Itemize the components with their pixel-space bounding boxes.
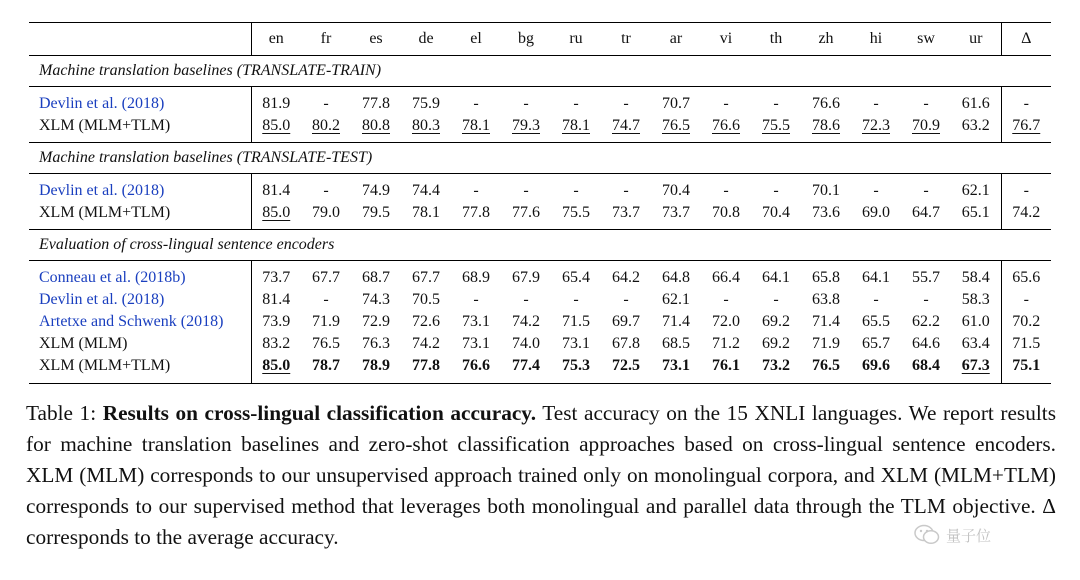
- row-label: [29, 115, 251, 143]
- lang-header-ar: ar: [651, 23, 701, 56]
- score-cell-vi: 76.6: [701, 115, 751, 143]
- caption-label: Table 1:: [26, 401, 97, 425]
- score-cell-bg: 79.3: [501, 115, 551, 143]
- score-cell-sw: -: [923, 95, 929, 112]
- score-cell-th: 69.2: [762, 313, 790, 330]
- score-cell-ru: 78.1: [551, 115, 601, 143]
- score-cell-de: 72.6: [412, 313, 440, 330]
- score-cell-ur: 58.4: [961, 269, 990, 286]
- score-cell-ru: -: [573, 291, 579, 308]
- lang-header-th: th: [751, 23, 801, 56]
- score-cell-th: 75.5: [751, 115, 801, 143]
- average-cell: -: [1001, 289, 1051, 311]
- row-label: [29, 87, 251, 116]
- score-cell-vi: 70.8: [701, 202, 751, 230]
- score-cell-sw: 68.4: [901, 355, 951, 384]
- score-cell-th: -: [773, 291, 779, 308]
- section-header-row: [29, 230, 1051, 261]
- model-name: XLM (MLM+TLM): [39, 117, 171, 134]
- score-cell-es: 74.3: [362, 291, 390, 308]
- average-cell: 76.7: [1001, 115, 1051, 143]
- score-cell-hi: 65.7: [862, 335, 890, 352]
- lang-header-es: es: [351, 23, 401, 56]
- results-table-container: [29, 22, 1051, 384]
- score-cell-de: 75.9: [412, 95, 440, 112]
- average-cell: 70.2: [1001, 311, 1051, 333]
- score-cell-vi: 66.4: [712, 269, 740, 286]
- table-row: [29, 355, 1051, 384]
- score-cell-th: 70.4: [751, 202, 801, 230]
- citation-paren-close: ): [180, 269, 186, 286]
- row-label: [29, 333, 251, 355]
- score-cell-ur: 61.6: [961, 95, 990, 112]
- table-row: [29, 333, 1051, 355]
- score-cell-de: 70.5: [412, 291, 440, 308]
- watermark: [914, 518, 1054, 552]
- section-title: Evaluation of cross-lingual sentence encoders: [29, 230, 1051, 261]
- score-cell-zh: 71.9: [812, 335, 840, 352]
- citation-paren-close: ): [158, 182, 165, 199]
- score-cell-de: 78.1: [401, 202, 451, 230]
- average-cell: 75.1: [1001, 355, 1051, 384]
- score-cell-el: 68.9: [462, 269, 490, 286]
- score-cell-es: 79.5: [351, 202, 401, 230]
- score-cell-sw: 70.9: [901, 115, 951, 143]
- score-cell-vi: 76.1: [701, 355, 751, 384]
- score-cell-ar: 73.7: [651, 202, 701, 230]
- score-cell-de: 67.7: [412, 269, 440, 286]
- score-cell-ar: 73.1: [651, 355, 701, 384]
- citation-year[interactable]: 2018: [126, 95, 159, 112]
- lang-header-ur: ur: [951, 23, 1001, 56]
- lang-header-vi: vi: [701, 23, 751, 56]
- lang-header-sw: sw: [901, 23, 951, 56]
- score-cell-hi: 65.5: [862, 313, 890, 330]
- score-cell-ar: 68.5: [662, 335, 690, 352]
- score-cell-ar: 64.8: [662, 269, 690, 286]
- score-cell-de: 80.3: [401, 115, 451, 143]
- score-cell-fr: 76.5: [312, 335, 340, 352]
- score-cell-bg: 74.2: [512, 313, 540, 330]
- score-cell-ru: -: [573, 95, 579, 112]
- score-cell-fr: 79.0: [301, 202, 351, 230]
- citation-author[interactable]: Artetxe and Schwenk: [39, 313, 177, 330]
- score-cell-zh: 76.5: [801, 355, 851, 384]
- score-cell-ru: -: [573, 182, 579, 199]
- score-cell-ur: 65.1: [951, 202, 1001, 230]
- score-cell-tr: -: [623, 95, 629, 112]
- score-cell-tr: 67.8: [612, 335, 640, 352]
- average-cell: -: [1001, 87, 1051, 116]
- score-cell-fr: 71.9: [312, 313, 340, 330]
- table-row: [29, 261, 1051, 290]
- score-cell-el: -: [473, 291, 479, 308]
- score-cell-tr: 72.5: [601, 355, 651, 384]
- score-cell-el: 73.1: [462, 313, 490, 330]
- table-row: [29, 202, 1051, 230]
- score-cell-zh: 65.8: [812, 269, 840, 286]
- score-cell-bg: -: [523, 95, 529, 112]
- score-cell-sw: 55.7: [912, 269, 940, 286]
- score-cell-tr: -: [623, 182, 629, 199]
- score-cell-en: 73.9: [262, 313, 291, 330]
- score-cell-ar: 71.4: [662, 313, 690, 330]
- score-cell-tr: 64.2: [612, 269, 640, 286]
- score-cell-el: 76.6: [451, 355, 501, 384]
- header-corner: [29, 23, 251, 56]
- score-cell-sw: -: [923, 291, 929, 308]
- table-row: [29, 174, 1051, 203]
- score-cell-bg: 67.9: [512, 269, 540, 286]
- score-cell-ar: 62.1: [662, 291, 690, 308]
- score-cell-sw: 64.6: [912, 335, 940, 352]
- lang-header-hi: hi: [851, 23, 901, 56]
- score-cell-hi: 64.1: [862, 269, 890, 286]
- score-cell-tr: -: [623, 291, 629, 308]
- score-cell-ur: 58.3: [961, 291, 990, 308]
- results-table: [29, 22, 1051, 384]
- score-cell-bg: 74.0: [512, 335, 540, 352]
- citation-author[interactable]: Devlin et al.: [39, 182, 118, 199]
- score-cell-sw: -: [923, 182, 929, 199]
- lang-header-de: de: [401, 23, 451, 56]
- score-cell-zh: 71.4: [812, 313, 840, 330]
- wechat-icon: [914, 524, 940, 546]
- score-cell-fr: -: [323, 182, 329, 199]
- citation-paren-close: ): [158, 95, 165, 112]
- score-cell-de: 77.8: [401, 355, 451, 384]
- score-cell-bg: 77.6: [501, 202, 551, 230]
- score-cell-th: -: [773, 95, 779, 112]
- section-title: Machine translation baselines (TRANSLATE-TRAIN): [29, 56, 1051, 87]
- lang-header-zh: zh: [801, 23, 851, 56]
- score-cell-en: 81.4: [262, 291, 291, 308]
- score-cell-ar: 70.7: [662, 95, 690, 112]
- score-cell-fr: -: [323, 95, 329, 112]
- model-name: XLM (MLM): [39, 335, 128, 352]
- citation-paren-open: (: [117, 95, 127, 112]
- table-row: [29, 311, 1051, 333]
- lang-header-el: el: [451, 23, 501, 56]
- score-cell-en: 81.4: [262, 182, 291, 199]
- score-cell-es: 72.9: [362, 313, 390, 330]
- score-cell-hi: 69.0: [851, 202, 901, 230]
- lang-header-fr: fr: [301, 23, 351, 56]
- score-cell-hi: -: [873, 182, 879, 199]
- score-cell-de: 74.2: [412, 335, 440, 352]
- citation-year[interactable]: 2018: [126, 182, 159, 199]
- score-cell-es: 74.9: [362, 182, 390, 199]
- score-cell-zh: 70.1: [812, 182, 840, 199]
- score-cell-de: 74.4: [412, 182, 440, 199]
- table-row: [29, 87, 1051, 116]
- score-cell-th: -: [773, 182, 779, 199]
- score-cell-el: -: [473, 182, 479, 199]
- score-cell-ur: 63.4: [961, 335, 990, 352]
- score-cell-ru: 65.4: [562, 269, 590, 286]
- lang-header-ru: ru: [551, 23, 601, 56]
- citation-paren-close: ): [158, 291, 165, 308]
- score-cell-hi: 69.6: [851, 355, 901, 384]
- table-caption: [26, 398, 1056, 553]
- score-cell-tr: 74.7: [601, 115, 651, 143]
- score-cell-ru: 75.3: [551, 355, 601, 384]
- delta-header: Δ: [1001, 23, 1051, 56]
- score-cell-vi: 72.0: [712, 313, 740, 330]
- score-cell-zh: 73.6: [801, 202, 851, 230]
- score-cell-bg: -: [523, 291, 529, 308]
- score-cell-bg: 77.4: [501, 355, 551, 384]
- score-cell-es: 77.8: [362, 95, 390, 112]
- citation-year[interactable]: 2018b: [140, 269, 181, 286]
- score-cell-zh: 76.6: [812, 95, 840, 112]
- score-cell-vi: -: [723, 291, 729, 308]
- average-cell: 65.6: [1001, 261, 1051, 290]
- citation-author[interactable]: Conneau et al.: [39, 269, 131, 286]
- average-cell: -: [1001, 174, 1051, 203]
- section-header-row: [29, 56, 1051, 87]
- citation-year[interactable]: 2018: [126, 291, 159, 308]
- score-cell-vi: -: [723, 95, 729, 112]
- score-cell-en: 73.7: [262, 269, 291, 286]
- table-row: [29, 115, 1051, 143]
- row-label: [29, 174, 251, 203]
- score-cell-ru: 71.5: [562, 313, 590, 330]
- score-cell-vi: 71.2: [712, 335, 740, 352]
- score-cell-es: 76.3: [362, 335, 390, 352]
- score-cell-ur: 62.1: [961, 182, 990, 199]
- citation-paren-open: (: [117, 182, 127, 199]
- score-cell-sw: 62.2: [912, 313, 940, 330]
- score-cell-fr: 78.7: [301, 355, 351, 384]
- score-cell-ru: 75.5: [551, 202, 601, 230]
- score-cell-hi: 72.3: [851, 115, 901, 143]
- score-cell-th: 69.2: [762, 335, 790, 352]
- row-label: [29, 311, 251, 333]
- score-cell-th: 64.1: [762, 269, 790, 286]
- citation-author[interactable]: Devlin et al.: [39, 95, 118, 112]
- lang-header-tr: tr: [601, 23, 651, 56]
- score-cell-es: 68.7: [362, 269, 390, 286]
- citation-paren-open: (: [130, 269, 141, 286]
- row-label: [29, 261, 251, 290]
- header-row: [29, 23, 1051, 56]
- score-cell-zh: 63.8: [812, 291, 840, 308]
- score-cell-zh: 78.6: [801, 115, 851, 143]
- citation-paren-open: (: [117, 291, 127, 308]
- score-cell-ar: 76.5: [651, 115, 701, 143]
- score-cell-el: 78.1: [451, 115, 501, 143]
- row-label: [29, 202, 251, 230]
- score-cell-el: -: [473, 95, 479, 112]
- model-name: XLM (MLM+TLM): [39, 204, 171, 221]
- score-cell-vi: -: [723, 182, 729, 199]
- score-cell-th: 73.2: [751, 355, 801, 384]
- score-cell-hi: -: [873, 291, 879, 308]
- score-cell-tr: 69.7: [612, 313, 640, 330]
- caption-title: Results on cross-lingual classification accuracy.: [102, 401, 537, 425]
- score-cell-tr: 73.7: [601, 202, 651, 230]
- score-cell-el: 77.8: [451, 202, 501, 230]
- section-header-row: [29, 143, 1051, 174]
- section-title: Machine translation baselines (TRANSLATE-TEST): [29, 143, 1051, 174]
- score-cell-en: 81.9: [262, 95, 291, 112]
- citation-paren-close: ): [218, 313, 224, 330]
- lang-header-en: en: [251, 23, 301, 56]
- lang-header-bg: bg: [501, 23, 551, 56]
- model-name: XLM (MLM+TLM): [39, 357, 171, 374]
- watermark-text: 量子位: [946, 528, 992, 545]
- score-cell-en: 85.0: [251, 115, 301, 143]
- score-cell-en: 85.0: [251, 355, 301, 384]
- score-cell-en: 83.2: [262, 335, 291, 352]
- score-cell-fr: -: [323, 291, 329, 308]
- citation-paren-open: (: [176, 313, 187, 330]
- average-cell: 74.2: [1001, 202, 1051, 230]
- score-cell-ur: 63.2: [951, 115, 1001, 143]
- score-cell-ru: 73.1: [562, 335, 590, 352]
- score-cell-en: 85.0: [251, 202, 301, 230]
- row-label: [29, 355, 251, 384]
- table-row: [29, 289, 1051, 311]
- row-label: [29, 289, 251, 311]
- score-cell-el: 73.1: [462, 335, 490, 352]
- score-cell-hi: -: [873, 95, 879, 112]
- citation-year[interactable]: 2018: [186, 313, 219, 330]
- score-cell-fr: 80.2: [301, 115, 351, 143]
- score-cell-ur: 61.0: [961, 313, 990, 330]
- score-cell-ur: 67.3: [951, 355, 1001, 384]
- score-cell-ar: 70.4: [662, 182, 690, 199]
- citation-author[interactable]: Devlin et al.: [39, 291, 118, 308]
- score-cell-fr: 67.7: [312, 269, 340, 286]
- score-cell-es: 78.9: [351, 355, 401, 384]
- average-cell: 71.5: [1001, 333, 1051, 355]
- score-cell-es: 80.8: [351, 115, 401, 143]
- caption-body: Test accuracy on the 15 XNLI languages. We report results for machine translation baselines and zero-shot classification approaches based on cross-lingual sentence encoders. XLM (MLM) corresponds to our unsupervised approach trained only on monolingual corpora, and XLM (MLM+TLM) corresponds to our supervised method that leverages both monolingual and parallel data through the TLM objective. Δ corresponds to the average accuracy.: [26, 401, 1056, 549]
- score-cell-sw: 64.7: [901, 202, 951, 230]
- score-cell-bg: -: [523, 182, 529, 199]
